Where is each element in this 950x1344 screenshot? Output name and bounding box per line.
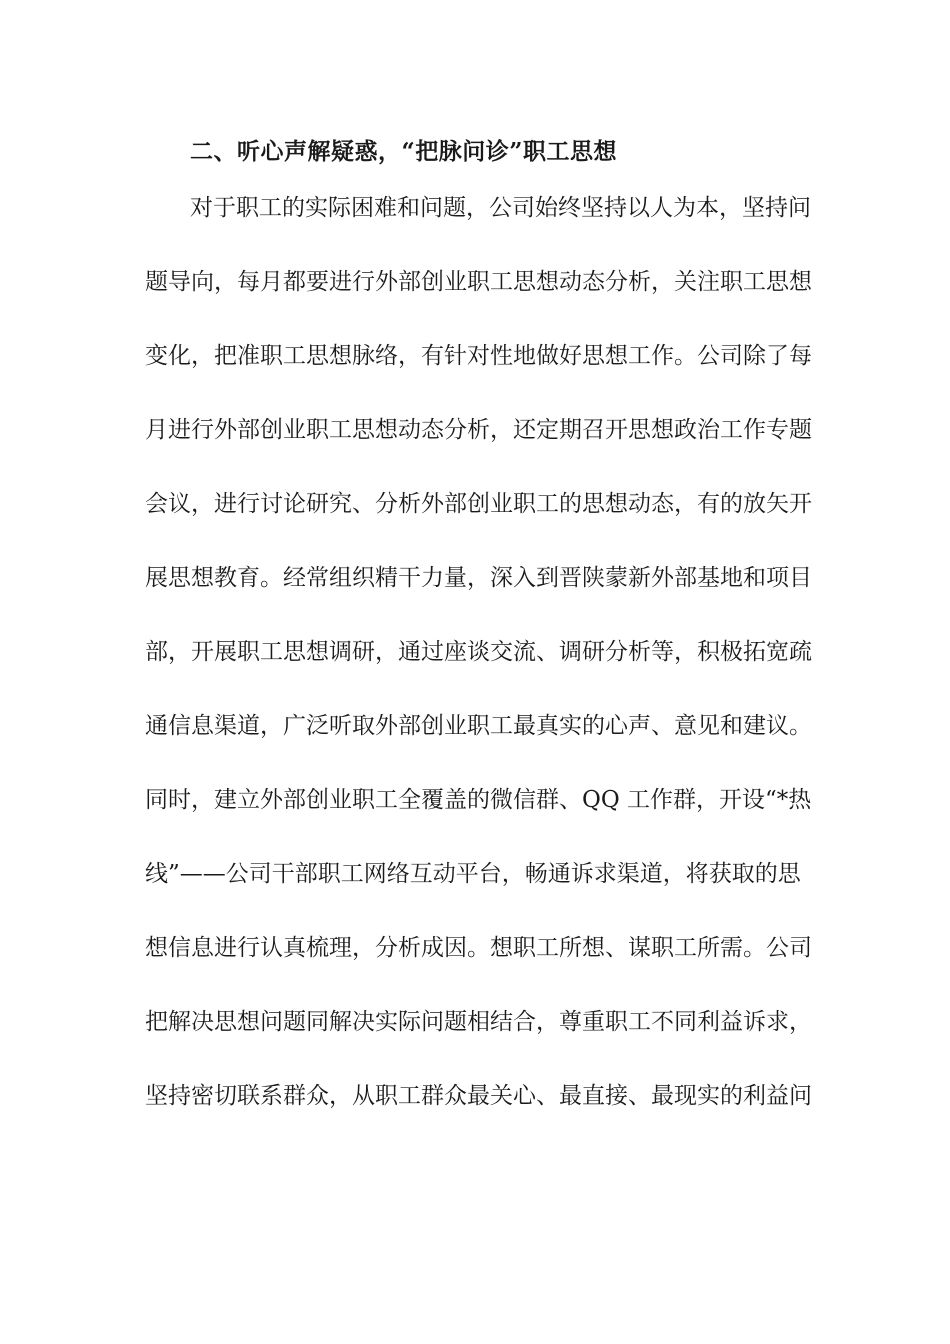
paragraph-line: 同时，建立外部创业职工全覆盖的微信群、QQ 工作群，开设“*热 <box>145 787 812 813</box>
paragraph-line: 题导向，每月都要进行外部创业职工思想动态分析，关注职工思想 <box>145 269 812 295</box>
paragraph-line: 部，开展职工思想调研，通过座谈交流、调研分析等，积极拓宽疏 <box>145 639 812 665</box>
paragraph-line: 坚持密切联系群众，从职工群众最关心、最直接、最现实的利益问 <box>145 1083 812 1109</box>
paragraph-line: 对于职工的实际困难和问题，公司始终坚持以人为本，坚持问 <box>190 195 811 221</box>
paragraph-line: 线”——公司干部职工网络互动平台，畅通诉求渠道，将获取的思 <box>145 861 801 887</box>
paragraph-line: 会议，进行讨论研究、分析外部创业职工的思想动态，有的放矢开 <box>145 491 812 517</box>
paragraph-line: 月进行外部创业职工思想动态分析，还定期召开思想政治工作专题 <box>145 417 812 443</box>
paragraph-line: 通信息渠道，广泛听取外部创业职工最真实的心声、意见和建议。 <box>145 713 812 739</box>
paragraph-line: 变化，把准职工思想脉络，有针对性地做好思想工作。公司除了每 <box>145 343 812 369</box>
paragraph-line: 把解决思想问题同解决实际问题相结合，尊重职工不同利益诉求， <box>145 1009 812 1035</box>
section-heading: 二、听心声解疑惑，“把脉问诊”职工思想 <box>190 138 617 165</box>
paragraph-line: 想信息进行认真梳理，分析成因。想职工所想、谋职工所需。公司 <box>145 935 812 961</box>
paragraph-line: 展思想教育。经常组织精干力量，深入到晋陕蒙新外部基地和项目 <box>145 565 812 591</box>
